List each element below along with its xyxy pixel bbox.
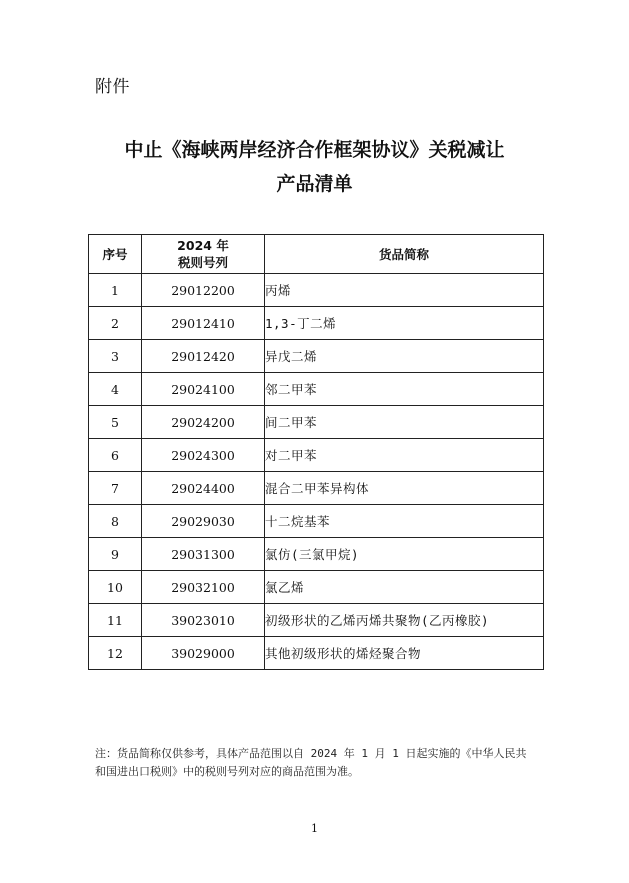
header-serial-number: 序号: [89, 235, 142, 274]
document-title: 中止《海峡两岸经济合作框架协议》关税减让: [124, 139, 505, 161]
row-product-name: 1,3-丁二烯: [265, 307, 544, 340]
row-tariff-code: 29024100: [142, 373, 265, 406]
row-tariff-code: 29024200: [142, 406, 265, 439]
table-row: [89, 307, 544, 340]
row-tariff-code: 29024300: [142, 439, 265, 472]
page-number: 1: [311, 822, 318, 835]
row-serial-number: 9: [89, 538, 142, 571]
row-tariff-code: 39023010: [142, 604, 265, 637]
table-row: [89, 439, 544, 472]
table-row: [89, 637, 544, 670]
row-serial-number: 11: [89, 604, 142, 637]
header-product-name: 货品简称: [265, 235, 544, 274]
row-product-name: 邻二甲苯: [265, 373, 544, 406]
row-product-name: 氯乙烯: [265, 571, 544, 604]
document-subtitle: 产品清单: [276, 173, 353, 195]
attachment-label: 附件: [95, 77, 130, 97]
row-serial-number: 6: [89, 439, 142, 472]
table-row: [89, 538, 544, 571]
table-row: [89, 472, 544, 505]
table-row: [89, 604, 544, 637]
row-product-name: 十二烷基苯: [265, 505, 544, 538]
row-product-name: 混合二甲苯异构体: [265, 472, 544, 505]
row-product-name: 氯仿(三氯甲烷): [265, 538, 544, 571]
row-serial-number: 2: [89, 307, 142, 340]
row-tariff-code: 29024400: [142, 472, 265, 505]
row-product-name: 初级形状的乙烯丙烯共聚物(乙丙橡胶): [265, 604, 544, 637]
table-header-row: [89, 235, 544, 274]
footnote: 注：货品简称仅供参考，具体产品范围以自 2024 年 1 月 1 日起实施的《中华人民共和国进出口税则》中的税则号列对应的商品范围为准。: [95, 747, 527, 778]
row-tariff-code: 29029030: [142, 505, 265, 538]
table-row: [89, 571, 544, 604]
header-tariff-code-year: 2024 年: [177, 238, 229, 253]
row-tariff-code: 39029000: [142, 637, 265, 670]
table-row: [89, 274, 544, 307]
row-serial-number: 12: [89, 637, 142, 670]
row-serial-number: 10: [89, 571, 142, 604]
header-tariff-code: [142, 235, 265, 274]
row-serial-number: 7: [89, 472, 142, 505]
table-row: [89, 505, 544, 538]
row-product-name: 间二甲苯: [265, 406, 544, 439]
row-tariff-code: 29032100: [142, 571, 265, 604]
header-tariff-code-label: 税则号列: [177, 255, 228, 270]
table-row: [89, 340, 544, 373]
row-product-name: 异戊二烯: [265, 340, 544, 373]
row-serial-number: 8: [89, 505, 142, 538]
row-product-name: 对二甲苯: [265, 439, 544, 472]
product-list-table: [88, 234, 544, 670]
row-tariff-code: 29031300: [142, 538, 265, 571]
row-serial-number: 5: [89, 406, 142, 439]
table-row: [89, 373, 544, 406]
row-product-name: 丙烯: [265, 274, 544, 307]
row-tariff-code: 29012200: [142, 274, 265, 307]
row-serial-number: 1: [89, 274, 142, 307]
row-serial-number: 3: [89, 340, 142, 373]
table-row: [89, 406, 544, 439]
row-serial-number: 4: [89, 373, 142, 406]
row-tariff-code: 29012410: [142, 307, 265, 340]
row-product-name: 其他初级形状的烯烃聚合物: [265, 637, 544, 670]
row-tariff-code: 29012420: [142, 340, 265, 373]
